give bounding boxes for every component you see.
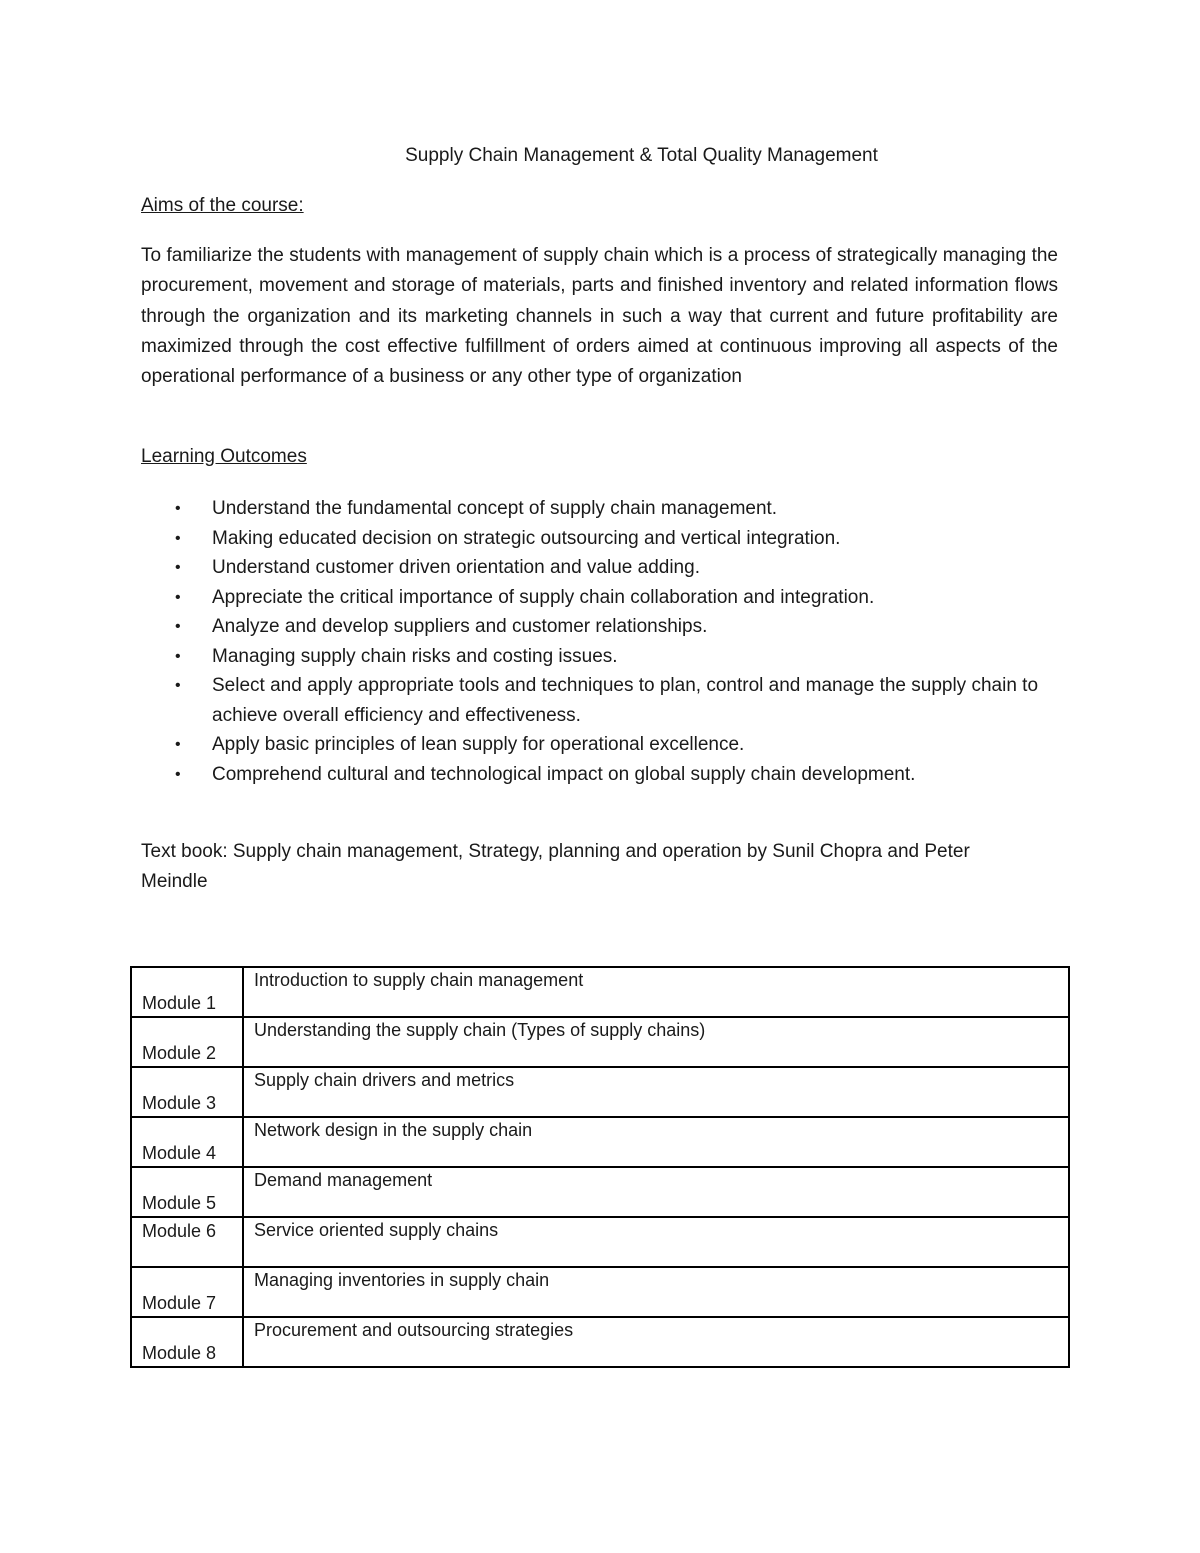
learning-outcomes-list [141, 494, 1058, 789]
bullet-icon: • [175, 765, 181, 783]
table-row [131, 1267, 1069, 1317]
outcome-text: Analyze and develop suppliers and customer relationships. [212, 616, 708, 637]
outcome-text: Select and apply appropriate tools and techniques to plan, control and manage the supply chain to achieve overall efficiency and effectiveness. [212, 675, 1039, 726]
module-label: Module 1 [131, 967, 243, 1017]
list-item [141, 760, 1058, 790]
table-row [131, 1167, 1069, 1217]
outcome-text: Apply basic principles of lean supply for operational excellence. [212, 734, 745, 755]
module-topic: Introduction to supply chain management [243, 967, 1069, 1017]
list-item [141, 730, 1058, 760]
learning-outcomes-heading: Learning Outcomes [141, 446, 307, 467]
bullet-icon: • [175, 618, 181, 635]
table-row [131, 1217, 1069, 1267]
outcome-text: Understand the fundamental concept of supply chain management. [212, 498, 778, 519]
textbook-reference: Text book: Supply chain management, Strategy, planning and operation by Sunil Chopra and Peter Meindle [141, 841, 970, 892]
module-label: Module 7 [131, 1267, 243, 1317]
table-row [131, 1317, 1069, 1367]
outcome-text: Managing supply chain risks and costing issues. [212, 645, 618, 667]
module-topic: Understanding the supply chain (Types of supply chains) [243, 1017, 1069, 1067]
bullet-icon: • [175, 736, 181, 753]
aims-heading: Aims of the course: [141, 195, 304, 216]
bullet-icon: • [175, 677, 181, 694]
list-item [141, 583, 1058, 613]
document-title: Supply Chain Management & Total Quality Management [405, 145, 878, 166]
list-item [141, 612, 1058, 642]
bullet-icon: • [175, 559, 181, 576]
module-label: Module 3 [131, 1067, 243, 1117]
outcome-text: Understand customer driven orientation and value adding. [212, 557, 700, 578]
outcome-text: Appreciate the critical importance of supply chain collaboration and integration. [212, 586, 875, 608]
module-label: Module 8 [131, 1317, 243, 1367]
aims-paragraph: To familiarize the students with management of supply chain which is a process of strategically managing the procurement, movement and storage of materials, parts and finished inventory and related information flows through the organization and its marketing channels in such a way that current and future profitability are maximized through the cost effective fulfillment of orders aimed at continuous improving all aspects of the operational performance of a business or any other type of organization [141, 245, 1058, 388]
module-topic: Network design in the supply chain [243, 1117, 1069, 1167]
table-row [131, 967, 1069, 1017]
list-item [141, 671, 1058, 730]
module-label: Module 6 [131, 1217, 243, 1267]
bullet-icon: • [175, 529, 181, 547]
module-topic: Service oriented supply chains [243, 1217, 1069, 1267]
outcome-text: Making educated decision on strategic outsourcing and vertical integration. [212, 527, 841, 549]
bullet-icon: • [175, 588, 181, 606]
table-row [131, 1117, 1069, 1167]
module-topic: Demand management [243, 1167, 1069, 1217]
list-item [141, 524, 1058, 554]
outcome-text: Comprehend cultural and technological impact on global supply chain development. [212, 763, 916, 785]
module-topic: Procurement and outsourcing strategies [243, 1317, 1069, 1367]
module-label: Module 2 [131, 1017, 243, 1067]
list-item [141, 553, 1058, 583]
module-topic: Supply chain drivers and metrics [243, 1067, 1069, 1117]
list-item [141, 642, 1058, 672]
modules-table [130, 966, 1070, 1368]
table-row [131, 1017, 1069, 1067]
bullet-icon: • [175, 500, 181, 517]
module-label: Module 4 [131, 1117, 243, 1167]
module-label: Module 5 [131, 1167, 243, 1217]
module-topic: Managing inventories in supply chain [243, 1267, 1069, 1317]
table-row [131, 1067, 1069, 1117]
list-item [141, 494, 1058, 524]
bullet-icon: • [175, 647, 181, 665]
